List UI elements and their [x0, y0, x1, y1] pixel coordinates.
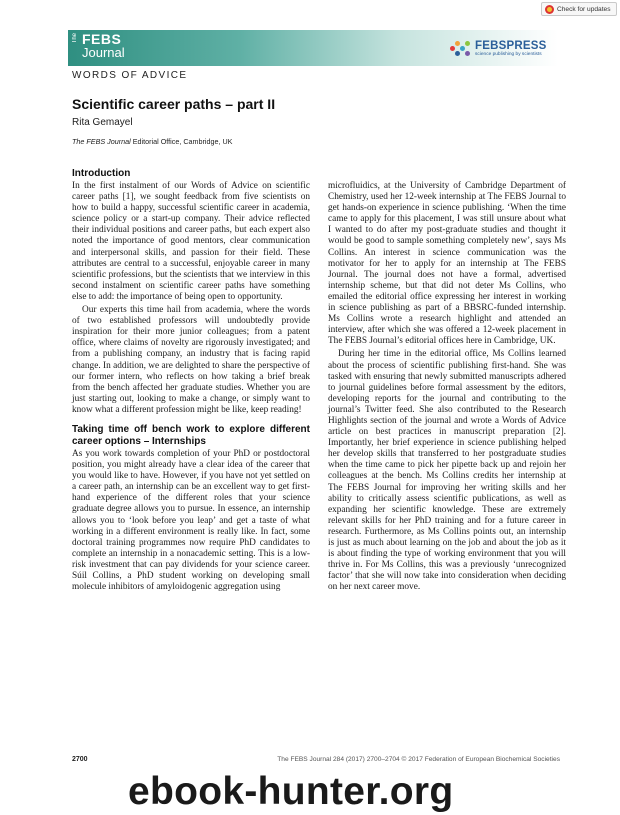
febs-press-tagline: science publishing by scientists: [475, 52, 542, 57]
logo-the: The: [72, 33, 78, 44]
febs-press-name: FEBSPRESS: [475, 40, 547, 52]
febs-press-dots-icon: [450, 40, 472, 58]
check-for-updates-label: Check for updates: [557, 5, 611, 13]
right-column: [328, 181, 566, 593]
article-author: Rita Gemayel: [72, 117, 133, 128]
febs-press-logo: [450, 37, 546, 61]
section2-paragraph-1: As you work towards completion of your PhD or postdoctoral position, you might already have a clear idea of the career that you would like to have. However, if you have not yet settled on a career path, an internship can be an excellent way to get first-hand experience of the different roles that your science graduate degree allows you to pursue. In essence, an internship allows you to ‘look before you leap’ and get a taste of what working in a different environment is really like. In fact, some doctoral training programmes now require PhD candidates to complete an internship in a nonacademic setting. This is a low-risk investment that can pay dividends for your science career. Súil Collins, a PhD student working on developing small molecule inhibitors of amyloidogenic aggregation using: [72, 448, 310, 593]
article-affiliation: [72, 137, 232, 146]
right-paragraph-2: During her time in the editorial office, Ms Collins learned about the process of scientific publishing first-hand. She was tasked with ensuring that newly submitted manuscripts adhered to journal guidelines before formal assessment by the editors, developing reports for the journal and contributing to the journal’s Twitter feed. She also contributed to the Research Highlights section of the journal and wrote a Words of Advice article on best practices in manuscript preparation [2]. Importantly, her brief experience in science publishing helped her develop skills that transferred to her postgraduate studies when the time came to pick her pipette back up and rejoin her colleagues at the bench. Ms Collins credits her internship at The FEBS Journal for improving her writing skills and her ability to critically assess scientific publications, as well as expanding her scientific knowledge. These are extremely relevant skills for her PhD training and for a future career in research. Furthermore, as Ms Collins points out, an internship is just as much about learning on the job and about the job as it is about finding the type of working environment that you will thrive in. For Ms Collins, this was a previously ‘unrecognized factor’ that she will now take into consideration when deciding on her next career move.: [328, 349, 566, 593]
page-number: 2700: [72, 756, 88, 763]
section2-heading: Taking time off bench work to explore different career options – Internships: [72, 423, 310, 447]
affiliation-journal: The FEBS Journal: [72, 137, 131, 146]
section-label: WORDS OF ADVICE: [72, 70, 188, 81]
affiliation-rest: Editorial Office, Cambridge, UK: [130, 137, 233, 146]
right-paragraph-1: microfluidics, at the University of Cambridge Department of Chemistry, used her 12-week internship at The FEBS Journal to get hands-on experience in science publishing. ‘When the time came to apply for this placement, I was still unsure about what I wanted to do after my post-graduate studies and thought it would be good to sample something completely new’, says Ms Collins. An interest in science communication was the motivator for her to apply for an internship at The FEBS Journal. The journal does not have a formal, advertised internship scheme, but that did not deter Ms Collins, who emailed the editorial office expressing her interest in working in science publishing as part of a BBSRC-funded internship. Ms Collins wrote a research highlight and attended an interview, after which she was offered a 12-week placement in The FEBS Journal’s editorial offices here in Cambridge, UK.: [328, 181, 566, 347]
intro-heading: Introduction: [72, 168, 131, 179]
left-column: [72, 168, 310, 593]
check-for-updates-badge[interactable]: [541, 2, 617, 16]
article-title: Scientific career paths – part II: [72, 96, 276, 112]
logo-journal: Journal: [82, 45, 125, 60]
intro-paragraph-1: In the first instalment of our Words of Advice on scientific career paths [1], we sought feedback from five scientists on how to build a happy, successful scientific career in academia, science policy or a start-up company. Their advice reflected their individual positions and career paths, but each expert also noted the importance of good mentors, clear communication and interpersonal skills, and passion for their field. These attributes are central to a successful, enjoyable career in many scientific professions, but the scientists that we interview in this second instalment on scientific career paths have something else to add: the importance of being open to opportunity.: [72, 181, 310, 302]
logo-febs: FEBS: [82, 31, 122, 47]
footer-citation: The FEBS Journal 284 (2017) 2700–2704 © 2017 Federation of European Biochemical Societies: [277, 756, 560, 763]
intro-paragraph-2: Our experts this time hail from academia, where the words of two established professors will undoubtedly provide inspiration for their more junior colleagues; from a patent office, where claims of novelty are rigorously investigated; and from a publishing company, an industry that is facing rapid change. In addition, we are delighted to share the perspective of our former intern, who reflects on how taking a brief break from the bench affected her graduate studies. Whether you are just starting out, looking to make a change, or simply want to know what a different profession might be like, keep reading!: [72, 305, 310, 415]
watermark: ebook-hunter.org: [128, 770, 454, 813]
refresh-icon: [545, 5, 554, 14]
